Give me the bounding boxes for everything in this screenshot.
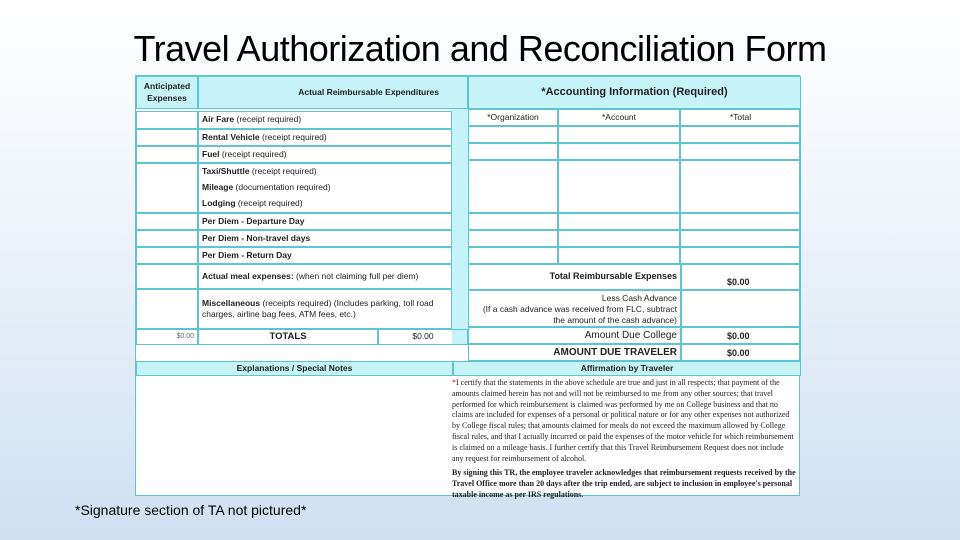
- anticipated-input[interactable]: [136, 163, 198, 213]
- anticipated-input[interactable]: [136, 146, 198, 163]
- acct-cell-input[interactable]: [558, 213, 680, 230]
- anticipated-header: Anticipated Expenses: [136, 76, 198, 109]
- summary-value: $0.00: [681, 264, 801, 290]
- expense-label: [202, 298, 448, 320]
- expense-name: Rental Vehicle: [202, 131, 260, 142]
- expense-row[interactable]: [198, 111, 452, 129]
- expense-label: [202, 114, 301, 125]
- acct-cell-input[interactable]: [680, 213, 801, 230]
- expense-row[interactable]: [198, 129, 452, 146]
- expense-name: Lodging: [202, 198, 236, 209]
- acct-cell-input[interactable]: [468, 230, 558, 247]
- expense-name: Mileage: [202, 182, 234, 193]
- expense-row[interactable]: [198, 264, 452, 289]
- signing-text: By signing this TR, the employee traveler acknowledges that reimbursement requests received by the Travel Office more than 20 days after the trip ended, are subject to inclusion in employee's personal taxable income as per IRS regulations.: [452, 468, 796, 499]
- footnote: *Signature section of TA not pictured*: [75, 502, 307, 518]
- anticipated-input[interactable]: [136, 289, 198, 329]
- acct-cell-input[interactable]: [468, 213, 558, 230]
- acct-cell-input[interactable]: [558, 160, 680, 213]
- acct-col-header: *Organization: [468, 109, 558, 126]
- anticipated-input[interactable]: [136, 247, 198, 264]
- certify-text: I certify that the statements in the above schedule are true and just in all respects; that payment of the amounts claimed herein has not and will not be reimbursed to me from any other sources; that travel performed for which reimbursement is claimed was performed by me on College business and that no claims are included for expenses of a personal or political nature or for any other expenses not authorized by College fiscal rules; that amounts claimed for meals do not exceed the maximum allowed by College fiscal rules, and that I actually incurred or paid the expenses of the motor vehicle for which reimbursement is claimed on a mileage basis. I further certify that this Travel Reimbursement Request does not include any request for reimbursement of alcohol.: [452, 378, 794, 463]
- expense-label: [202, 233, 310, 244]
- expense-row[interactable]: [198, 247, 452, 264]
- acct-cell-input[interactable]: [558, 143, 680, 160]
- amount-due-college-label: Amount Due College: [468, 327, 681, 344]
- acct-cell-input[interactable]: [468, 126, 558, 143]
- expense-note: (receipt required): [235, 198, 303, 209]
- expense-label: [202, 198, 303, 209]
- expense-note: (receipt required): [259, 131, 327, 142]
- acct-cell-input[interactable]: [680, 160, 801, 213]
- less-cash-note: [468, 290, 681, 327]
- acct-cell-input[interactable]: [680, 230, 801, 247]
- slide-title: Travel Authorization and Reconciliation Form: [133, 28, 827, 69]
- totals-actual: $0.00: [378, 329, 468, 345]
- acct-col-header: *Total: [680, 109, 801, 126]
- acct-cell-input[interactable]: [680, 247, 801, 264]
- affirmation-header: Affirmation by Traveler: [453, 361, 801, 376]
- explanations-header: Explanations / Special Notes: [136, 361, 453, 376]
- expense-note: (receipt required): [234, 114, 302, 125]
- expense-name: Miscellaneous: [202, 297, 261, 308]
- expense-name: Per Diem - Return Day: [202, 249, 292, 260]
- acct-cell-input[interactable]: [468, 160, 558, 213]
- acct-cell-input[interactable]: [468, 247, 558, 264]
- accounting-header: *Accounting Information (Required): [468, 76, 801, 109]
- expense-row[interactable]: [198, 213, 452, 230]
- expense-name: Taxi/Shuttle: [202, 166, 250, 177]
- anticipated-input[interactable]: [136, 111, 198, 129]
- required-marker: *: [452, 378, 456, 387]
- actual-header: Actual Reimbursable Expenditures: [198, 76, 468, 109]
- less-cash-note: (If a cash advance was received from FLC, subtract the amount of the cash advance): [482, 303, 677, 325]
- expense-label: [202, 132, 327, 143]
- anticipated-input[interactable]: [136, 129, 198, 146]
- expense-name: Air Fare: [202, 114, 235, 125]
- acct-cell-input[interactable]: [468, 143, 558, 160]
- acct-cell-input[interactable]: [558, 230, 680, 247]
- expense-label: [202, 216, 305, 227]
- acct-cell-input[interactable]: [680, 143, 801, 160]
- acct-cell-input[interactable]: [558, 247, 680, 264]
- anticipated-input[interactable]: [136, 213, 198, 230]
- affirmation-body: [446, 376, 801, 497]
- summary-value[interactable]: [681, 290, 801, 327]
- expense-row[interactable]: [198, 289, 452, 329]
- anticipated-input[interactable]: [136, 230, 198, 247]
- divider-strip: [452, 109, 468, 344]
- expense-name: Per Diem - Departure Day: [202, 215, 305, 226]
- expense-note: (receipt required): [219, 148, 287, 159]
- summary-value: $0.00: [681, 344, 801, 361]
- expense-row[interactable]: [198, 146, 452, 163]
- expense-note: (receipt required): [249, 166, 317, 177]
- expense-label: [202, 250, 292, 261]
- expense-row[interactable]: [198, 163, 452, 213]
- summary-value: $0.00: [681, 327, 801, 344]
- amount-due-traveler-label: AMOUNT DUE TRAVELER: [468, 344, 681, 361]
- expense-note: (documentation required): [233, 182, 331, 193]
- explanations-input[interactable]: [136, 376, 446, 497]
- less-cash-label: Less Cash Advance: [601, 292, 677, 303]
- expense-name: Per Diem - Non-travel days: [202, 232, 311, 243]
- anticipated-input[interactable]: [136, 264, 198, 289]
- expense-label: [202, 182, 331, 193]
- acct-cell-input[interactable]: [558, 126, 680, 143]
- expense-row[interactable]: [198, 230, 452, 247]
- total-reimbursable-label: Total Reimbursable Expenses: [468, 264, 681, 290]
- expense-name: Fuel: [202, 148, 220, 159]
- expense-label: [202, 271, 418, 282]
- expense-note: (receipts required) (Includes parking, toll road charges, airline bag fees, ATM fees, etc.): [202, 297, 434, 319]
- totals-anticipated: $0.00: [136, 329, 198, 345]
- acct-col-header: *Account: [558, 109, 680, 126]
- travel-form: [135, 75, 800, 499]
- expense-label: [202, 149, 287, 160]
- acct-cell-input[interactable]: [680, 126, 801, 143]
- expense-label: [202, 166, 317, 177]
- expense-note: (when not claiming full per diem): [293, 270, 419, 281]
- expense-name: Actual meal expenses:: [202, 270, 294, 281]
- totals-label: TOTALS: [198, 329, 378, 345]
